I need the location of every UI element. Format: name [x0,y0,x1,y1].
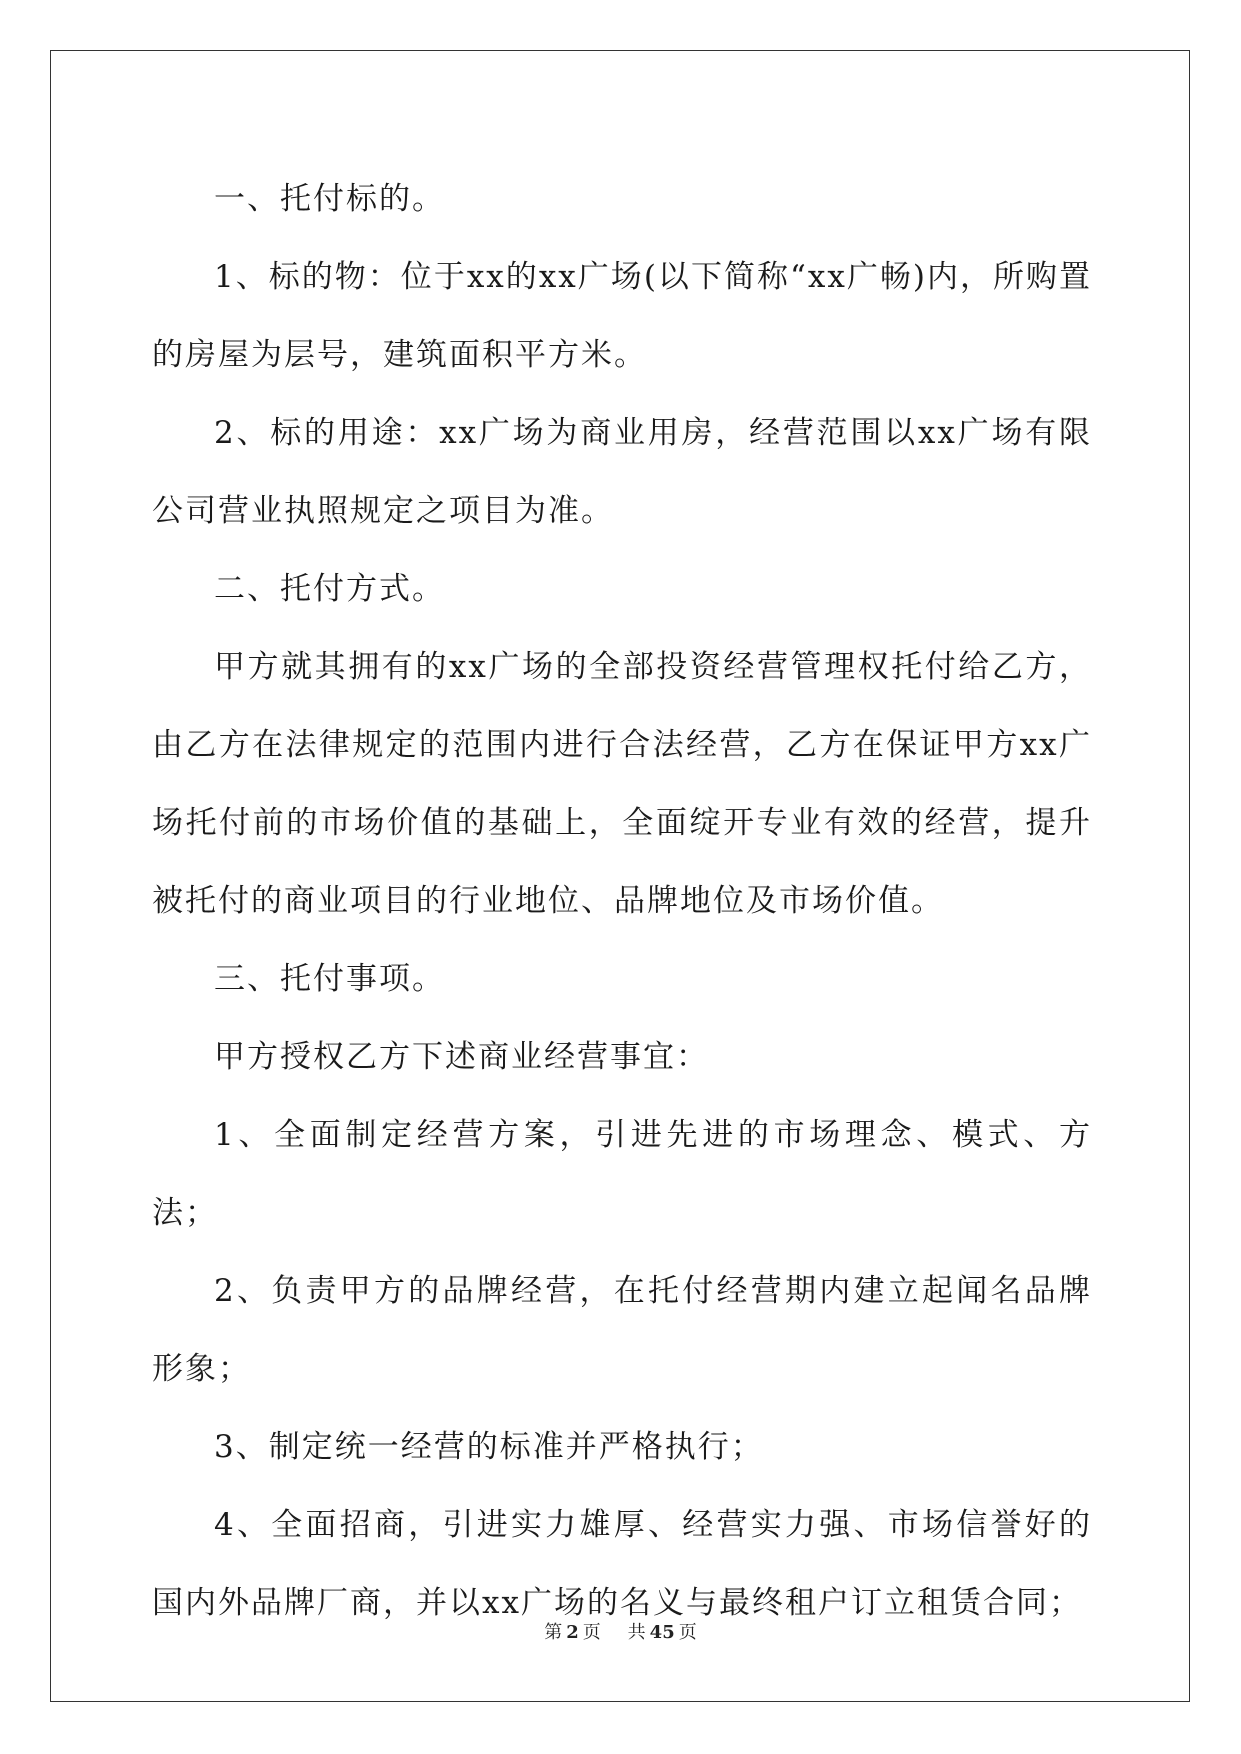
section-heading-subject: 一、托付标的。 [214,181,445,217]
list-item-2: 2、负责甲方的品牌经营，在托付经营期内建立起闻名品牌形象； [152,1273,1092,1387]
paragraph-method: 甲方就其拥有的xx广场的全部投资经营管理权托付给乙方，由乙方在法律规定的范围内进行合法经营，乙方在保证甲方xx广场托付前的市场价值的基础上，全面绽开专业有效的经营，提升被托付的商业项目的行业地位、品牌地位及市场价值。 [152,649,1092,919]
footer-page-number: 2 [566,1622,579,1643]
paragraph-subject-item: 1、标的物：位于xx的xx广场(以下简称“xx广畅)内，所购置的房屋为层号，建筑面积平方米。 [152,259,1092,373]
footer-total-suffix: 页 [678,1622,697,1643]
page-footer [0,1618,1241,1644]
footer-page-suffix: 页 [582,1622,601,1643]
footer-total-prefix: 共 [627,1622,646,1643]
list-item-1: 1、全面制定经营方案，引进先进的市场理念、模式、方法； [152,1117,1092,1231]
list-item-4: 4、全面招商，引进实力雄厚、经营实力强、市场信誉好的国内外品牌厂商，并以xx广场的名义与最终租户订立租赁合同； [152,1507,1092,1621]
footer-page-prefix: 第 [544,1622,563,1643]
paragraph-subject-use: 2、标的用途：xx广场为商业用房，经营范围以xx广场有限公司营业执照规定之项目为准。 [152,415,1092,529]
document-body [152,160,1092,1642]
section-heading-matters: 三、托付事项。 [214,961,445,997]
footer-total-pages: 45 [649,1622,675,1643]
section-heading-method: 二、托付方式。 [214,571,445,607]
list-item-3: 3、制定统一经营的标准并严格执行； [214,1429,764,1465]
paragraph-matters-intro: 甲方授权乙方下述商业经营事宜： [214,1039,709,1075]
